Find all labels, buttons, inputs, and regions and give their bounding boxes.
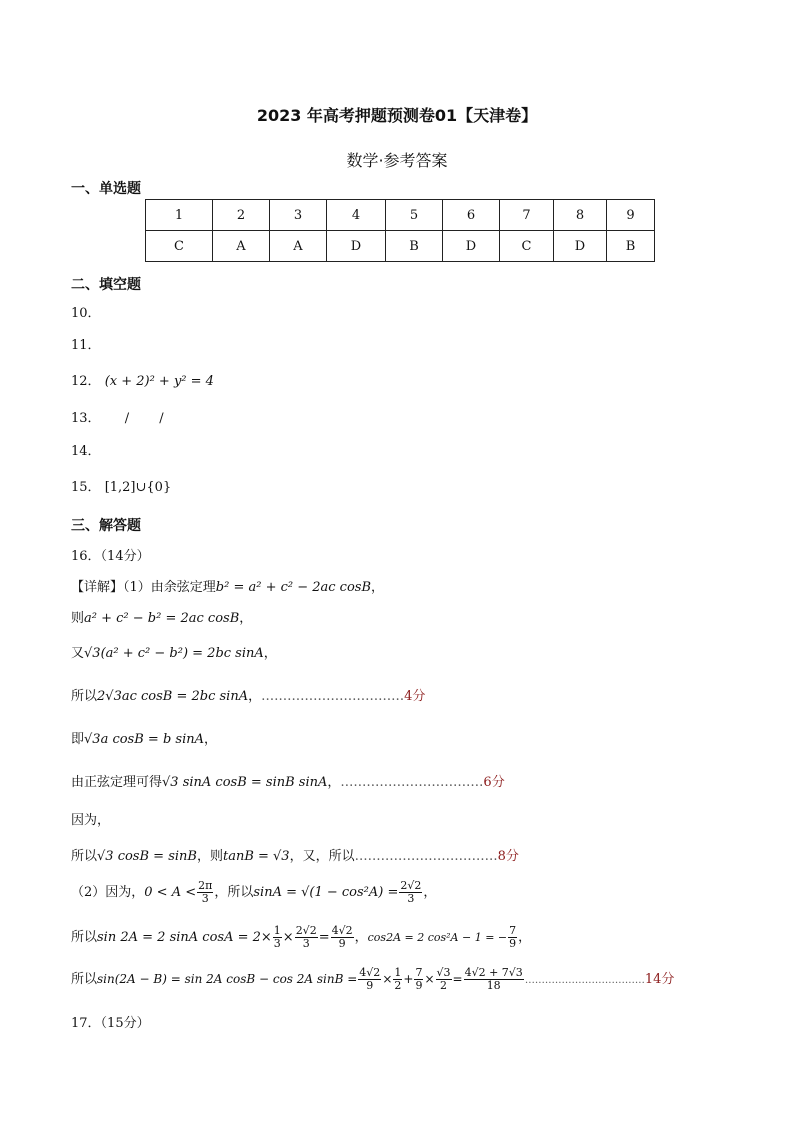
- math-operator: ×: [282, 930, 294, 945]
- math-operator: =: [318, 930, 330, 945]
- q17-label: 17．（15分）: [71, 1016, 150, 1031]
- line-text: ，所以: [214, 885, 254, 900]
- table-cell: D: [327, 231, 386, 262]
- leader-dots: ………………………………: [524, 975, 645, 986]
- table-cell: C: [146, 231, 213, 262]
- q13-label: 13．: [71, 411, 101, 426]
- q13-line: [71, 407, 164, 426]
- denominator: 3: [201, 892, 209, 905]
- page-subtitle: 数学·参考答案: [346, 151, 448, 170]
- line-text: ，: [371, 580, 385, 595]
- page-title: 2023 年高考押题预测卷01【天津卷】: [256, 106, 538, 125]
- numerator: 1: [273, 924, 281, 937]
- score-mark: 14分: [644, 972, 675, 987]
- table-cell: 3: [270, 200, 327, 231]
- table-cell: 5: [386, 200, 443, 231]
- leader-dots: ……………………………: [340, 775, 484, 790]
- q15-label: 15．: [71, 480, 101, 495]
- line-text: 所以: [71, 689, 98, 704]
- line-text: ，: [248, 689, 262, 704]
- leader-dots: ……………………………: [354, 849, 498, 864]
- denominator: 9: [338, 937, 346, 950]
- numerator: 2√2: [400, 879, 422, 892]
- q16-label: 16．（14分）: [71, 549, 150, 564]
- table-cell: D: [443, 231, 500, 262]
- fraction: [508, 925, 517, 950]
- denominator: 3: [302, 937, 310, 950]
- math-expression: 0 < A <: [144, 885, 197, 900]
- score-mark: 4分: [404, 689, 426, 704]
- denominator: 9: [415, 979, 423, 992]
- line-text: 所以: [71, 849, 98, 864]
- solution-line-9: [71, 880, 436, 905]
- solution-line-4: [71, 685, 425, 704]
- answer-table: [145, 199, 655, 262]
- numerator: 2√2: [295, 924, 317, 937]
- math-expression: 2√3ac cosB = 2bc sinA: [97, 689, 249, 704]
- solution-line-11: [71, 967, 674, 992]
- solution-line-6: [71, 771, 505, 790]
- numerator: 7: [509, 924, 517, 937]
- numerator: √3: [436, 966, 451, 979]
- solution-line-1: [71, 576, 384, 595]
- fraction: [414, 967, 423, 992]
- math-expression: √3a cosB = b sinA: [84, 732, 204, 747]
- q15-answer: [1,2]∪{0}: [104, 480, 172, 495]
- numerator: 4√2: [359, 966, 381, 979]
- math-expression: √3(a² + c² − b²) = 2bc sinA: [84, 646, 264, 661]
- line-text: （2）因为，: [71, 885, 145, 900]
- leader-dots: ……………………………: [261, 689, 405, 704]
- section-single-choice-heading: 一、单选题: [71, 181, 141, 197]
- fraction: [331, 925, 354, 950]
- line-text: 由正弦定理可得: [71, 775, 163, 790]
- solution-line-10: [71, 925, 531, 950]
- numerator: 2π: [198, 879, 213, 892]
- line-text: ，又，所以: [289, 849, 355, 864]
- line-text: 即: [71, 732, 85, 747]
- solution-line-3: [71, 642, 277, 661]
- fraction: [399, 880, 422, 905]
- math-expression: sinA = √(1 − cos²A) =: [253, 885, 399, 900]
- math-expression: √3 cosB = sinB: [97, 849, 197, 864]
- table-cell: A: [270, 231, 327, 262]
- math-expression: a² + c² − b² = 2ac cosB: [84, 611, 240, 626]
- line-text: ，: [204, 732, 218, 747]
- math-expression: b² = a² + c² − 2ac cosB: [215, 580, 372, 595]
- numerator: 7: [415, 966, 423, 979]
- table-cell: A: [213, 231, 270, 262]
- table-cell: 6: [443, 200, 500, 231]
- denominator: 3: [407, 892, 415, 905]
- line-text: ，: [239, 611, 253, 626]
- line-text: 所以: [71, 930, 98, 945]
- table-cell: 1: [146, 200, 213, 231]
- table-cell: 4: [327, 200, 386, 231]
- fraction: [393, 967, 402, 992]
- denominator: 2: [394, 979, 402, 992]
- line-text: ，: [518, 930, 532, 945]
- solution-line-7: 因为，: [71, 813, 111, 828]
- math-expression: sin 2A = 2 sinA cosA = 2×: [97, 930, 272, 945]
- math-expression: tanB = √3: [222, 849, 290, 864]
- line-text: ，: [263, 646, 277, 661]
- line-text: 则: [71, 611, 85, 626]
- denominator: 9: [366, 979, 374, 992]
- math-expression: √3 sinA cosB = sinB sinA: [162, 775, 328, 790]
- table-cell: B: [386, 231, 443, 262]
- numerator: 1: [394, 966, 402, 979]
- solution-line-8: [71, 845, 519, 864]
- math-expression: sin(2A − B) = sin 2A cosB − cos 2A sinB =: [97, 972, 358, 986]
- numerator: 4√2 + 7√3: [464, 966, 523, 979]
- score-mark: 8分: [497, 849, 519, 864]
- table-cell: 2: [213, 200, 270, 231]
- q11-label: 11．: [71, 338, 101, 353]
- answer-table-number-row: [146, 200, 655, 231]
- math-expression: cos2A = 2 cos²A − 1 = −: [367, 931, 508, 944]
- q10-label: 10．: [71, 306, 101, 321]
- line-text: ，: [327, 775, 341, 790]
- denominator: 3: [273, 937, 281, 950]
- line-text: 又: [71, 646, 85, 661]
- line-text: ，: [423, 885, 437, 900]
- math-operator: ×: [424, 972, 435, 986]
- line-text: ，: [354, 930, 368, 945]
- fraction: [273, 925, 282, 950]
- fraction: [436, 967, 452, 992]
- score-mark: 6分: [483, 775, 505, 790]
- q15-line: [71, 476, 171, 495]
- q12-line: [71, 370, 214, 389]
- fraction: [358, 967, 381, 992]
- table-cell: 7: [500, 200, 554, 231]
- line-text: 【详解】（1）由余弦定理: [71, 580, 216, 595]
- math-operator: ×: [382, 972, 393, 986]
- table-cell: 9: [607, 200, 655, 231]
- fraction: [464, 967, 524, 992]
- denominator: 2: [440, 979, 447, 992]
- q12-answer: (x + 2)² + y² = 4: [104, 374, 214, 389]
- solution-line-5: [71, 728, 217, 747]
- line-text: 所以: [71, 972, 98, 987]
- q13-answer: / /: [124, 411, 164, 426]
- math-operator: +: [403, 972, 414, 986]
- solution-line-2: [71, 607, 252, 626]
- fraction: [295, 925, 318, 950]
- math-operator: =: [452, 972, 463, 986]
- denominator: 18: [486, 979, 501, 992]
- numerator: 4√2: [331, 924, 353, 937]
- q14-label: 14．: [71, 444, 101, 459]
- section-solution-heading: 三、解答题: [71, 518, 141, 534]
- q12-label: 12．: [71, 374, 101, 389]
- table-cell: D: [554, 231, 607, 262]
- table-cell: 8: [554, 200, 607, 231]
- denominator: 9: [509, 937, 517, 950]
- answer-table-answer-row: [146, 231, 655, 262]
- fraction: [197, 880, 213, 905]
- line-text: ，则: [196, 849, 223, 864]
- table-cell: B: [607, 231, 655, 262]
- section-fill-blank-heading: 二、填空题: [71, 277, 141, 293]
- table-cell: C: [500, 231, 554, 262]
